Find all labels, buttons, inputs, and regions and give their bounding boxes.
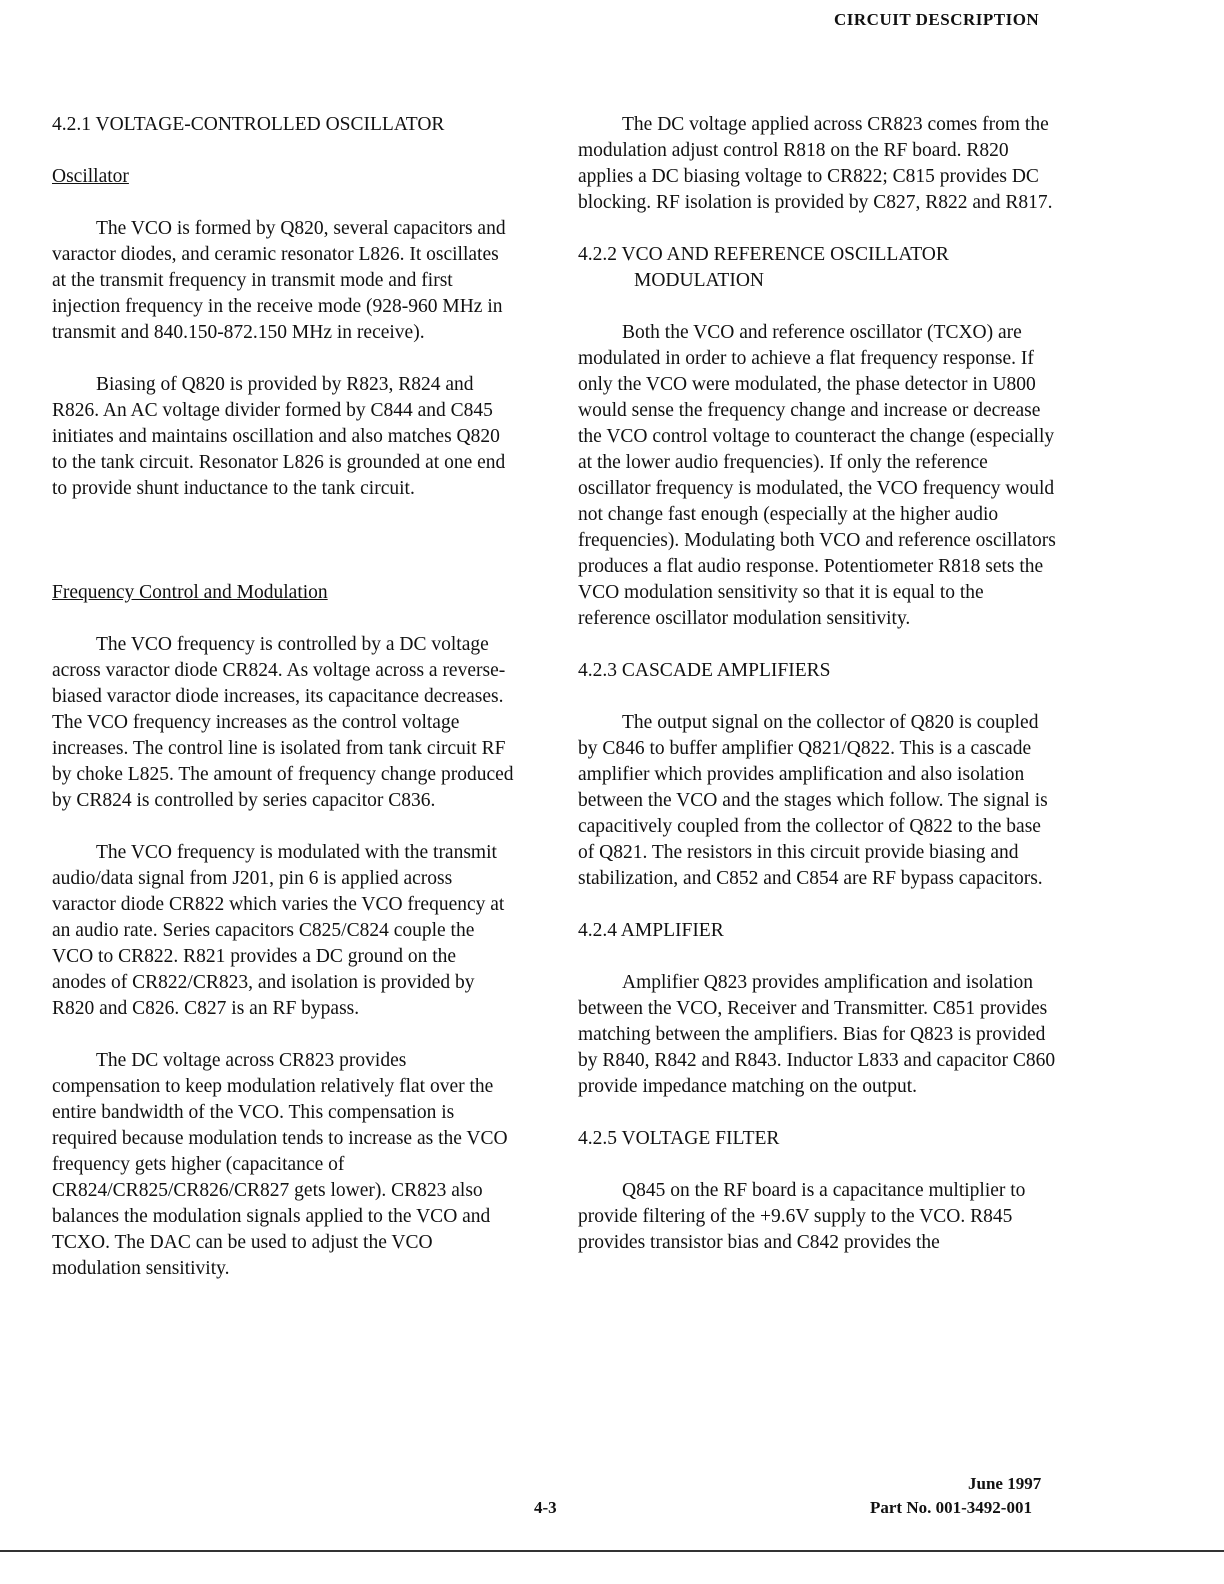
paragraph: Biasing of Q820 is provided by R823, R824 and R826. An AC voltage divider formed by C844 and C845 initiates and maintains oscillation and also matches Q820 to the tank circuit. Resonator L826 is grounded at one end to provide shunt inductance to the tank circuit. [52,374,506,499]
section-heading-4-2-2 [578,242,1060,294]
paragraph: The VCO frequency is modulated with the transmit audio/data signal from J201, pin 6 is applied across varactor diode CR822 which varies the VCO frequency at an audio rate. Series capacitors C825/C824 couple the VCO to CR822. R821 provides a DC ground on the anodes of CR822/CR823, and isolation is provided by R820 and C826. C827 is an RF bypass. [52,842,505,1019]
subheading-oscillator: Oscillator [52,166,129,187]
paragraph: Both the VCO and reference oscillator (TCXO) are modulated in order to achieve a flat frequency response. If only the VCO were modulated, the phase detector in U800 would sense the frequency change and increase or decrease the VCO control voltage to counteract the change (especially at the lower audio frequencies). If only the reference oscillator frequency is modulated, the VCO frequency would not change fast enough (especially at the higher audio frequencies). Modulating both VCO and reference oscillators produces a flat audio response. Potentiometer R818 sets the VCO modulation sensitivity so that it is equal to the reference oscillator modulation sensitivity. [578,322,1056,629]
left-column [52,112,514,1282]
paragraph: Amplifier Q823 provides amplification and isolation between the VCO, Receiver and Transmitter. C851 provides matching between the amplifiers. Bias for Q823 is provided by R840, R842 and R843. Inductor L833 and capacitor C860 provide impedance matching on the output. [578,972,1056,1097]
section-heading-4-2-4: 4.2.4 AMPLIFIER [578,920,724,941]
page-number: 4-3 [534,1498,557,1517]
paragraph: Q845 on the RF board is a capacitance multiplier to provide filtering of the +9.6V supply to the VCO. R845 provides transistor bias and C842 provides the [578,1180,1026,1253]
footer-date: June 1997 [968,1474,1042,1493]
section-heading-4-2-3: 4.2.3 CASCADE AMPLIFIERS [578,660,831,681]
heading-line: 4.2.2 VCO AND REFERENCE OSCILLATOR [578,244,949,265]
paragraph: The DC voltage across CR823 provides compensation to keep modulation relatively flat over the entire bandwidth of the VCO. This compensation is required because modulation tends to increase as the VCO frequency gets higher (capacitance of CR824/CR825/CR826/CR827 gets lower). CR823 also balances the modulation signals applied to the VCO and TCXO. The DAC can be used to adjust the VCO modulation sensitivity. [52,1050,508,1279]
bottom-rule [0,1550,1224,1552]
paragraph: The VCO frequency is controlled by a DC voltage across varactor diode CR824. As voltage across a reverse-biased varactor diode increases, its capacitance decreases. The VCO frequency increases as the control voltage increases. The control line is isolated from tank circuit RF by choke L825. The amount of frequency change produced by CR824 is controlled by series capacitor C836. [52,634,514,811]
paragraph: The output signal on the collector of Q820 is coupled by C846 to buffer amplifier Q821/Q822. This is a cascade amplifier which provides amplification and also isolation between the VCO and the stages which follow. The signal is capacitively coupled from the collector of Q822 to the base of Q821. The resistors in this circuit provide biasing and stabilization, and C852 and C854 are RF bypass capacitors. [578,712,1048,889]
section-heading-4-2-1: 4.2.1 VOLTAGE-CONTROLLED OSCILLATOR [52,114,445,135]
subheading-frequency-control: Frequency Control and Modulation [52,582,328,603]
heading-line: MODULATION [634,270,764,291]
paragraph: The VCO is formed by Q820, several capacitors and varactor diodes, and ceramic resonator L826. It oscillates at the transmit frequency in transmit mode and first injection frequency in the receive mode (928-960 MHz in transmit and 840.150-872.150 MHz in receive). [52,218,506,343]
paragraph: The DC voltage applied across CR823 comes from the modulation adjust control R818 on the RF board. R820 applies a DC biasing voltage to CR822; C815 provides DC blocking. RF isolation is provided by C827, R822 and R817. [578,114,1053,213]
running-header: CIRCUIT DESCRIPTION [834,10,1040,29]
section-heading-4-2-5: 4.2.5 VOLTAGE FILTER [578,1128,780,1149]
footer-part-number: Part No. 001-3492-001 [870,1498,1032,1517]
right-column [578,112,1060,1256]
